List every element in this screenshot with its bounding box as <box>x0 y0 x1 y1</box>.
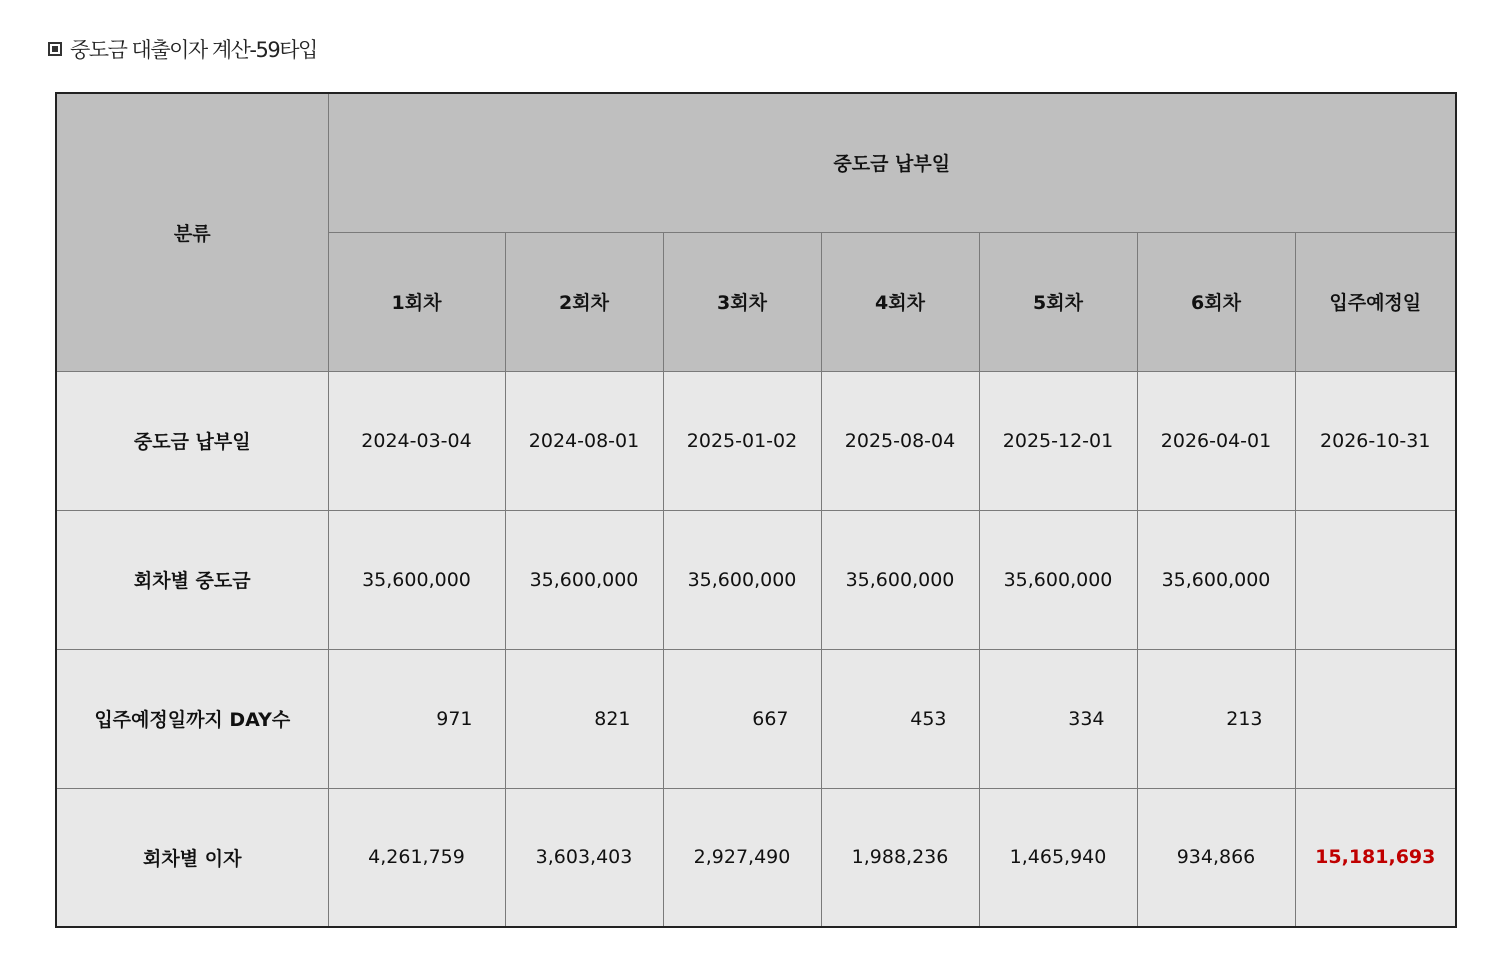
column-header: 2회차 <box>505 232 663 371</box>
table-cell: 2026-10-31 <box>1295 371 1456 510</box>
column-header: 1회차 <box>328 232 505 371</box>
interest-table <box>55 92 1457 928</box>
table-cell: 1,465,940 <box>979 788 1137 927</box>
group-header: 중도금 납부일 <box>328 93 1456 232</box>
table-cell: 2024-03-04 <box>328 371 505 510</box>
table-row <box>56 788 1456 927</box>
table-cell: 35,600,000 <box>821 510 979 649</box>
table-cell: 2026-04-01 <box>1137 371 1295 510</box>
table-cell: 35,600,000 <box>1137 510 1295 649</box>
table-cell: 35,600,000 <box>979 510 1137 649</box>
table-cell: 667 <box>663 649 821 788</box>
table-cell: 35,600,000 <box>505 510 663 649</box>
table-cell <box>1295 649 1456 788</box>
page-title-text: 중도금 대출이자 계산-59타입 <box>70 38 317 62</box>
table-cell: 334 <box>979 649 1137 788</box>
table-cell: 453 <box>821 649 979 788</box>
total-interest-cell: 15,181,693 <box>1295 788 1456 927</box>
column-header: 4회차 <box>821 232 979 371</box>
row-label: 입주예정일까지 DAY수 <box>56 649 328 788</box>
column-header: 입주예정일 <box>1295 232 1456 371</box>
row-label: 회차별 중도금 <box>56 510 328 649</box>
table-cell: 2025-12-01 <box>979 371 1137 510</box>
table-row <box>56 371 1456 510</box>
table-cell: 3,603,403 <box>505 788 663 927</box>
row-label: 중도금 납부일 <box>56 371 328 510</box>
table-cell: 971 <box>328 649 505 788</box>
table-row <box>56 649 1456 788</box>
table-cell: 213 <box>1137 649 1295 788</box>
table-cell: 934,866 <box>1137 788 1295 927</box>
table-row <box>56 510 1456 649</box>
page-title <box>48 33 317 65</box>
category-header: 분류 <box>56 93 328 371</box>
table-cell: 2025-01-02 <box>663 371 821 510</box>
table-cell: 2,927,490 <box>663 788 821 927</box>
table-cell: 2025-08-04 <box>821 371 979 510</box>
table-cell: 35,600,000 <box>328 510 505 649</box>
column-header: 6회차 <box>1137 232 1295 371</box>
table-cell: 2024-08-01 <box>505 371 663 510</box>
column-header: 5회차 <box>979 232 1137 371</box>
table-cell: 35,600,000 <box>663 510 821 649</box>
row-label: 회차별 이자 <box>56 788 328 927</box>
table-cell: 1,988,236 <box>821 788 979 927</box>
table-cell: 4,261,759 <box>328 788 505 927</box>
filled-square-icon <box>48 42 62 56</box>
table-cell: 821 <box>505 649 663 788</box>
table-cell <box>1295 510 1456 649</box>
column-header: 3회차 <box>663 232 821 371</box>
